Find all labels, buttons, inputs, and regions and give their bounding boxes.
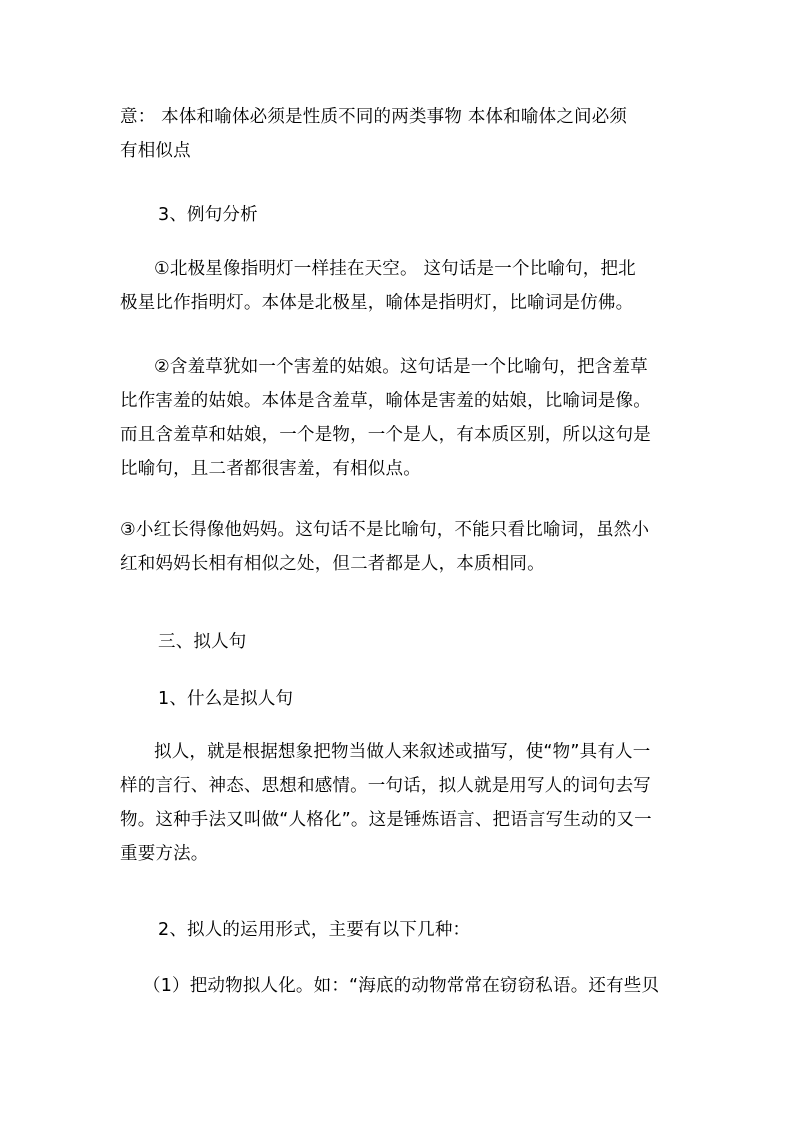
text-line: 而且含羞草和姑娘，一个是物，一个是人，有本质区别，所以这句是 (120, 425, 651, 445)
text-line: 极星比作指明灯。本体是北极星，喻体是指明灯，比喻词是仿佛。 (120, 293, 634, 313)
text-line: 三、拟人句 (158, 632, 247, 652)
text-line: 红和妈妈长相有相似之处，但二者都是人，本质相同。 (120, 554, 545, 574)
text-line: 样的言行、神态、思想和感情。一句话，拟人就是用写人的词句去写 (120, 776, 651, 796)
text-line: 1、什么是拟人句 (158, 689, 294, 709)
text-line: （1）把动物拟人化。如：“海底的动物常常在窃窃私语。还有些贝 (143, 976, 660, 996)
text-line: 比作害羞的姑娘。本体是含羞草，喻体是害羞的姑娘，比喻词是像。 (120, 391, 651, 411)
text-line: 重要方法。 (120, 844, 209, 864)
text-line: 物。这种手法又叫做“人格化”。这是锤炼语言、把语言写生动的又一 (120, 810, 652, 830)
text-line: 拟人，就是根据想象把物当做人来叙述或描写，使“物”具有人一 (154, 742, 651, 762)
text-line: ②含羞草犹如一个害羞的姑娘。这句话是一个比喻句，把含羞草 (154, 357, 648, 377)
paragraph-personification-definition (120, 735, 676, 871)
paragraph-example-2 (120, 350, 676, 486)
text-line: ①北极星像指明灯一样挂在天空。 这句话是一个比喻句，把北 (154, 259, 636, 279)
paragraph-animal-personification (143, 969, 676, 1003)
text-line: ③小红长得像他妈妈。这句话不是比喻句，不能只看比喻词，虽然小 (120, 520, 650, 540)
paragraph-simile-note (120, 100, 676, 168)
heading-what-is-personification (158, 682, 676, 716)
text-line: 有相似点 (120, 141, 191, 161)
text-line: 2、拟人的运用形式，主要有以下几种： (158, 920, 471, 940)
text-line: 意： 本体和喻体必须是性质不同的两类事物 本体和喻体之间必须 (120, 107, 628, 127)
heading-personification-forms (158, 913, 676, 947)
heading-example-analysis (158, 198, 676, 232)
paragraph-example-3 (120, 513, 676, 581)
text-line: 3、例句分析 (158, 205, 258, 225)
text-line: 比喻句，且二者都很害羞，有相似点。 (120, 459, 421, 479)
heading-personification (158, 625, 676, 659)
paragraph-example-1 (120, 252, 676, 320)
